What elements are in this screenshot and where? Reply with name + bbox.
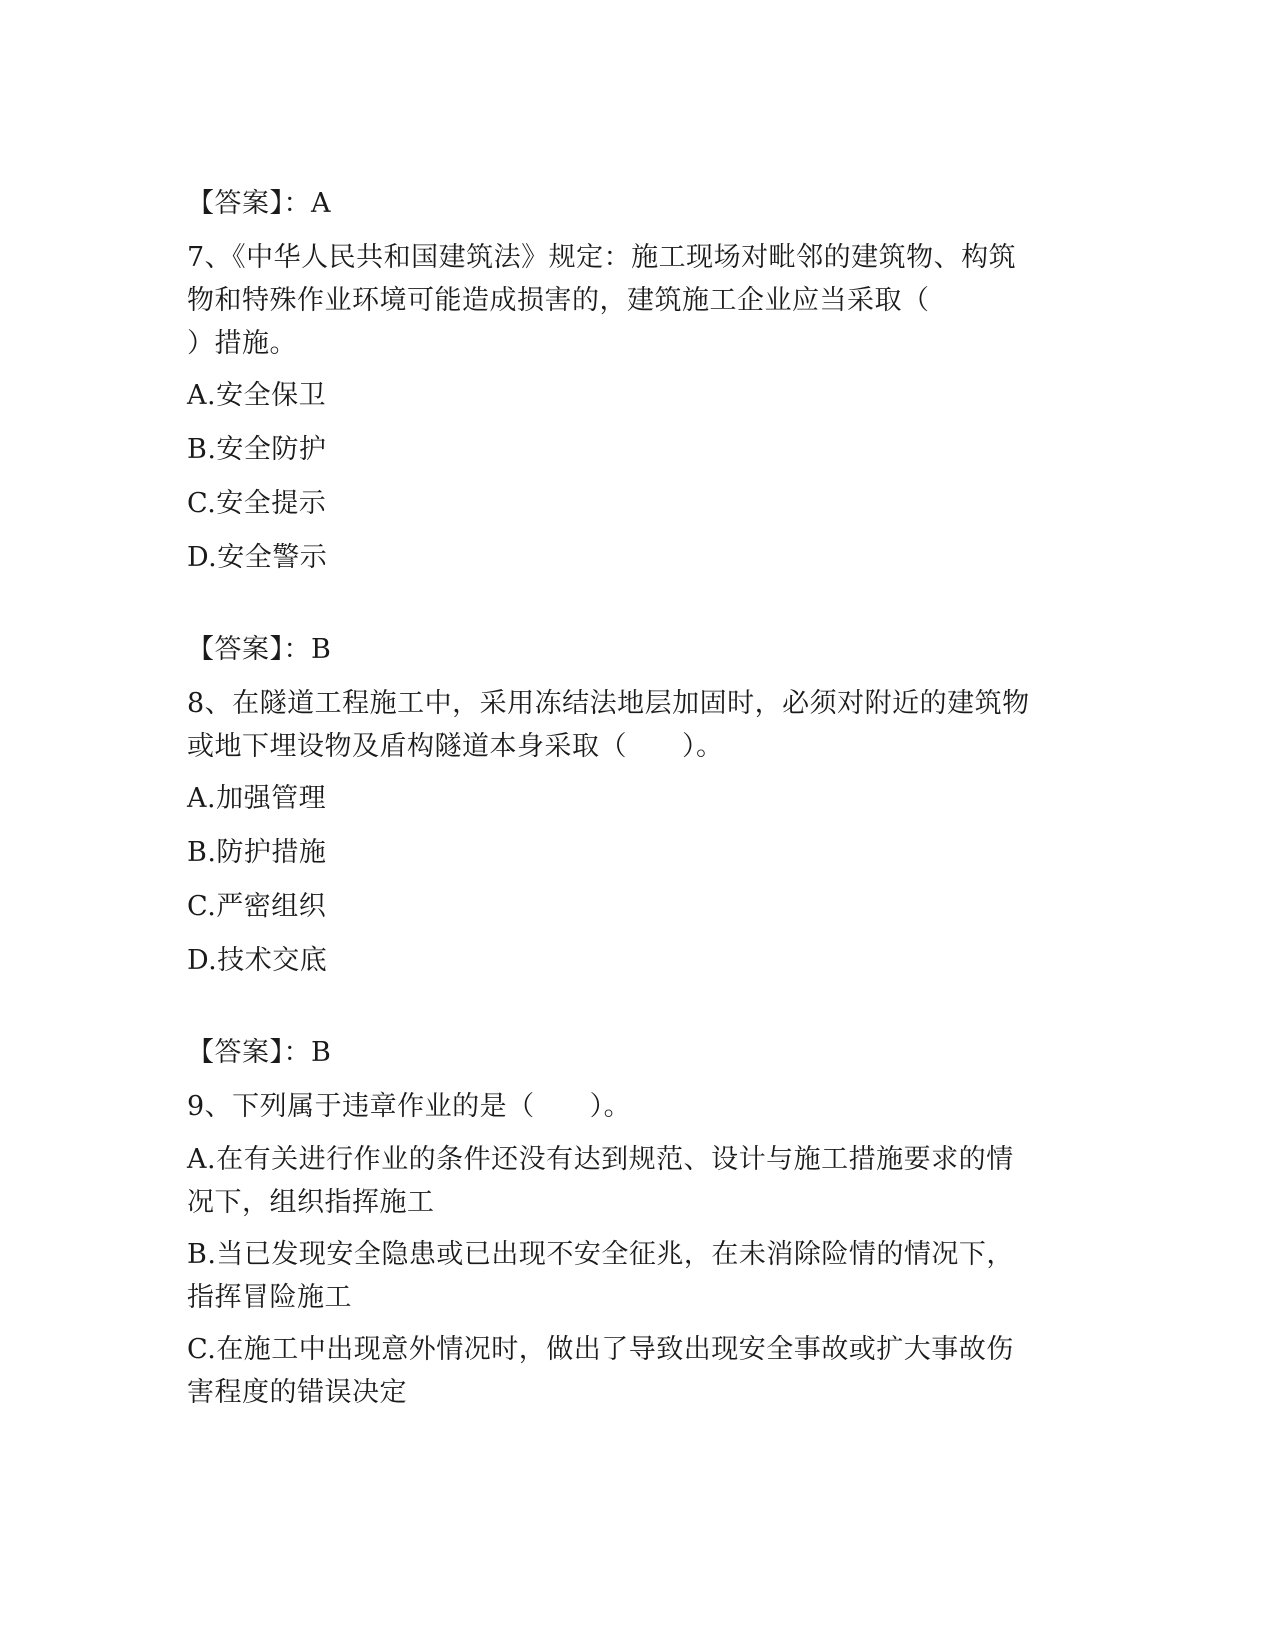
question-9-text-line-1: 9、下列属于违章作业的是（ ）。 (187, 1091, 632, 1122)
question-7-text-line-2: 物和特殊作业环境可能造成损害的，建筑施工企业应当采取（ (187, 285, 930, 316)
question-7-option-c: C.安全提示 (187, 488, 327, 519)
answer-label: 【答案】：B (187, 634, 332, 665)
question-9-option-a-line-2: 况下，组织指挥施工 (187, 1187, 435, 1218)
question-8-text-line-2: 或地下埋设物及盾构隧道本身采取（ ）。 (187, 731, 724, 762)
question-9-option-c-line-2: 害程度的错误决定 (187, 1377, 407, 1408)
question-7-text-line-3: ）措施。 (187, 328, 297, 359)
question-7-option-b: B.安全防护 (187, 434, 327, 465)
question-8-option-c: C.严密组织 (187, 891, 327, 922)
question-9-option-c-line-1: C.在施工中出现意外情况时，做出了导致出现安全事故或扩大事故伤 (187, 1334, 1014, 1365)
question-8-option-a: A.加强管理 (187, 783, 327, 814)
question-7-text-line-1: 7、《中华人民共和国建筑法》规定：施工现场对毗邻的建筑物、构筑 (187, 242, 1017, 273)
question-7-option-d: D.安全警示 (187, 542, 328, 573)
answer-label: 【答案】：B (187, 1037, 332, 1068)
answer-label: 【答案】：A (187, 188, 331, 219)
question-9-option-a-line-1: A.在有关进行作业的条件还没有达到规范、设计与施工措施要求的情 (187, 1144, 1014, 1175)
question-8-option-b: B.防护措施 (187, 837, 327, 868)
question-9-option-b-line-2: 指挥冒险施工 (187, 1282, 352, 1313)
question-8-option-d: D.技术交底 (187, 945, 328, 976)
question-7-option-a: A.安全保卫 (187, 380, 327, 411)
question-8-text-line-1: 8、在隧道工程施工中，采用冻结法地层加固时，必须对附近的建筑物 (187, 688, 1030, 719)
question-9-option-b-line-1: B.当已发现安全隐患或已出现不安全征兆，在未消除险情的情况下， (187, 1239, 1014, 1270)
